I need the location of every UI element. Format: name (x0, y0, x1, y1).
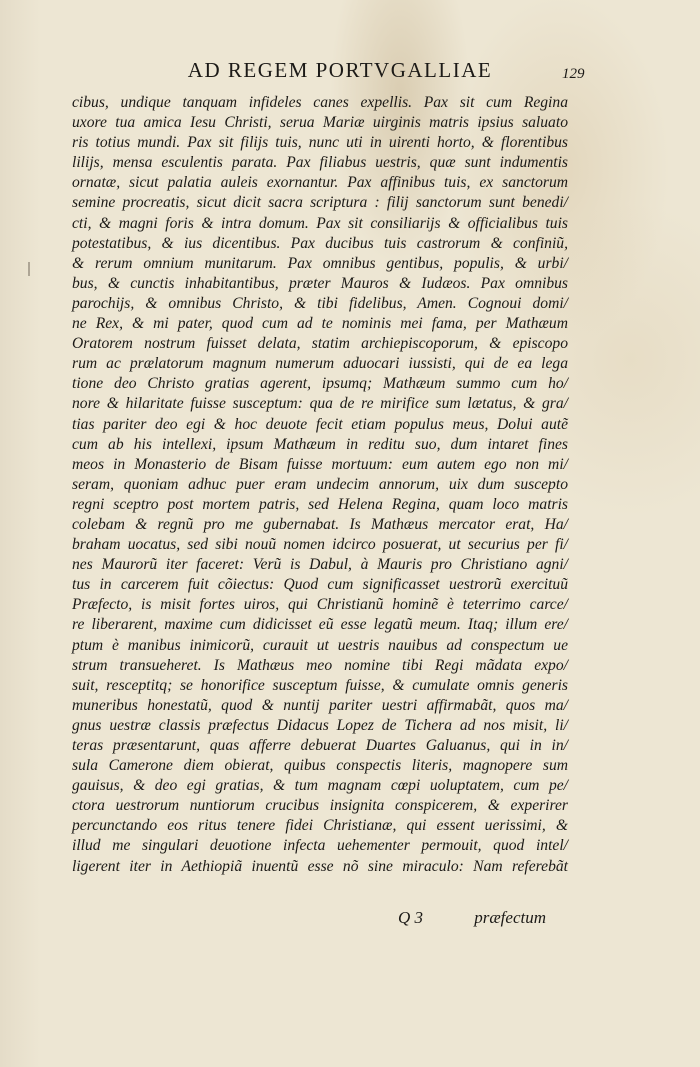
text-line: gauisus, & deo egi gratias, & tum magnam cœpi uoluptatem, cum pe/ (72, 777, 568, 795)
text-line: bus, & cunctis inhabitantibus, præter Mauros & Iudæos. Pax omnibus (72, 274, 568, 292)
catchword-line (72, 906, 546, 930)
text-line: rum ac prælatorum magnum numerum aduocari iussisti, qui de ea lega (72, 355, 568, 373)
text-line: Præfecto, is misit fortes uiros, qui Christianũ hominẽ è teterrimo carce/ (72, 596, 568, 614)
text-line: cti, & magni foris & intra domum. Pax sit consiliarijs & officialibus tuis (72, 214, 568, 232)
text-line: meos in Monasterio de Bisam fuisse mortuum: eum autem ego non mi/ (72, 455, 568, 473)
margin-mark (28, 262, 30, 276)
folio-number: 129 (562, 66, 585, 82)
text-line: semine procreatis, sicut dicit sacra scriptura : filij sanctorum sunt benedi/ (72, 194, 568, 212)
text-line: uxore tua amica Iesu Christi, serua Mariæ uirginis matris ipsius saluato (72, 114, 568, 132)
text-line: ligerent iter in Aethiopiã inuentũ esse nõ sine miraculo: Nam referebãt (72, 857, 568, 875)
text-line: nore & hilaritate fuisse susceptum: qua de re mirifice sum lætatus, & gra/ (72, 395, 568, 413)
text-line: lilijs, mensa esculentis parata. Pax filiabus uestris, quæ sunt indumentis (72, 154, 568, 172)
text-line: seram, quoniam adhuc puer eram undecim annorum, uix dum suscepto (72, 475, 568, 493)
text-line: braham uocatus, sed sibi nouũ nomen idcirco posuerat, ut securius per fi/ (72, 536, 568, 554)
running-head: AD REGEM PORTVGALLIAE (187, 58, 493, 82)
text-line: parochijs, & omnibus Christo, & tibi fidelibus, Amen. Cognoui domi/ (72, 294, 568, 312)
text-line: cum ab his intellexi, ipsum Mathæum in reditu suo, dum intaret fines (72, 435, 568, 453)
text-line: colebam & regnũ pro me gubernabat. Is Mathæus mercator erat, Ha/ (72, 515, 568, 533)
text-line: tias pariter deo egi & hoc deuote fecit etiam populus meus, Dolui autẽ (72, 415, 568, 433)
text-line: muneribus honestatũ, quod & nuntij pariter uestri affirmabãt, quos ma/ (72, 696, 568, 714)
text-block (72, 93, 568, 877)
text-line: cibus, undique tanquam infideles canes expellis. Pax sit cum Regina (72, 94, 568, 111)
text-line: strum transueheret. Is Mathæus meo nomine tibi Regi mãdata expo/ (72, 656, 568, 674)
text-line: suit, resceptitq; se honorifice susceptum fuisse, & cumulate omnis generis (72, 676, 568, 694)
text-line: teras præsentarunt, quas afferre debuerat Duartes Galuanus, qui in in/ (72, 737, 568, 754)
text-line: ornatæ, sicut palatia auleis exornantur. Pax affinibus tuis, ex sanctorum (72, 174, 568, 192)
text-line: percunctando eos ritus tenere fidei Christianæ, qui essent uerissimi, & (72, 817, 568, 835)
text-line: sula Camerone diem obierat, quibus conspectis literis, magnopere sum (72, 757, 568, 775)
text-line: ptum è manibus inimicorũ, curauit ut uestris nauibus ad conspectum ue (72, 636, 568, 654)
text-line: ris totius mundi. Pax sit filijs tuis, nunc uti in uirenti horto, & florentibus (72, 134, 568, 152)
text-line: ne Rex, & mi pater, quod cum ad te nominis mei fama, per Mathæum (72, 315, 568, 333)
text-line: tione deo Christo gratias agerent, ipsumq; Mathæum summo cum ho/ (72, 375, 568, 393)
text-line: Oratorem nostrum fuisset delata, statim archiepiscoporum, & episcopo (72, 335, 568, 353)
text-line: ctora uestrorum nuntiorum crucibus insignita conspicerem, & experirer (72, 797, 568, 815)
text-line: gnus uestræ classis præfectus Didacus Lopez de Tichera ad nos misit, li/ (72, 716, 568, 734)
text-line: & rerum omnium munitarum. Pax omnibus gentibus, populis, & urbi/ (72, 254, 568, 272)
text-line: illud me singulari deuotione infecta uehementer permouit, quod intel/ (72, 837, 568, 855)
signature-mark: Q 3 (398, 908, 424, 927)
text-line: potestatibus, & ius dicentibus. Pax ducibus tuis castrorum & confiniũ, (72, 234, 568, 252)
catchword: præfectum (474, 908, 546, 927)
text-line: regni sceptro post mortem patris, sed Helena Regina, quam loco matris (72, 495, 568, 513)
text-line: re liberarent, maxime cum didicisset eũ esse legatũ meum. Itaq; illum ere/ (72, 616, 568, 634)
text-line: tus in carcerem fuit cõiectus: Quod cum significasset uestrorũ exercituũ (72, 576, 568, 594)
text-line: nes Maurorũ iter faceret: Verũ is Dabul, à Mauris pro Christiano agni/ (72, 556, 568, 574)
